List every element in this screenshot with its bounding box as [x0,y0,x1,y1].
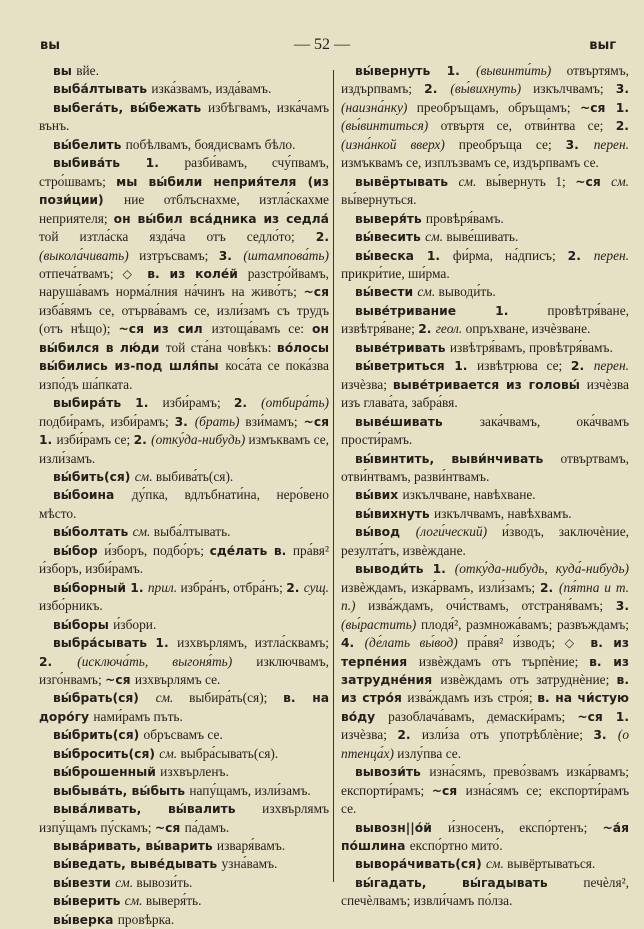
dictionary-entry [39,154,329,394]
headword: 4. [341,636,365,651]
headword: ~ся [154,820,185,835]
headword: вы́вих [355,488,403,503]
usage-note: геол. [435,321,466,337]
translation: вывози́ть. [136,874,193,890]
translation: подби́рамъ, изби́рамъ; [39,413,175,429]
headword: ~ся 1. [579,100,629,115]
translation: изби́рамъ се; [56,432,134,448]
headword: 2. [133,433,152,448]
translation: изба́вямъ се, отърва́вамъ се, изли́замъ съ трудъ (отъ нѣщо); [39,302,329,337]
dictionary-entry [341,450,629,487]
translation: извѐждамъ отъ затруднѐние; [440,671,617,687]
usage-note: см. [132,524,154,540]
dictionary-entry [39,486,329,523]
translation: и́збори. [113,616,157,632]
translation: провѣрка. [117,911,175,927]
headword: в. на чи́стую во́ду [341,691,629,724]
headword: выверя́ть [355,211,426,226]
dictionary-entry [39,745,329,763]
translation: отвъртвамъ, отви́нтвамъ, разви́нтвамъ. [341,450,629,484]
headword: он вы́бил вса́дника из седла́ [113,211,329,226]
usage-note: (отбира́ть) [261,395,330,411]
usage-note: (исключа́ть, выгоня́ть) [77,653,257,669]
dictionary-entry [341,486,629,504]
translation: изтръсвамъ; [139,247,219,263]
translation: прикри́тие, ши́рма. [341,265,450,281]
translation: изхвърленъ. [160,764,229,780]
translation: избѣгвамъ, изка́чамъ вънъ. [39,99,329,134]
dictionary-entry [39,634,329,689]
headword: 3. [593,728,618,743]
headword: в. на доро́гу [39,691,329,724]
headword: 2. [233,396,262,411]
headword: вы́брошенный [53,765,161,780]
translation: печѐля², спечѐлвамъ; извли́чамъ по́лза. [341,874,629,909]
dictionary-entry [39,837,329,855]
headword: ~ся 1. [577,709,629,724]
translation: избо́рникъ. [39,598,103,614]
headword: выве́тривать [355,340,450,355]
usage-note: (наизна́нку) [341,99,417,115]
translation: выве́шивать. [446,229,519,245]
translation: обръсвамъ се. [143,727,223,743]
usage-note: (изна́нкой вверх) [341,136,459,152]
usage-note: см. [417,284,439,300]
headword: вы́ведать, выве́дывать [53,857,222,872]
headword: мы вы́били неприя́теля (из пози́ции) [39,174,330,208]
usage-note: см. [155,690,190,706]
translation: извѐждамъ, изка́рвамъ, изли́замъ; [341,579,540,595]
headword: вы́веска 1. [355,248,453,263]
headword: вы́бить(ся) [53,469,135,484]
translation: выверя́ть. [145,893,202,909]
headword: вы́ветриться 1. [355,359,478,374]
headword: вы [53,64,77,78]
headword: вы́бор [53,543,105,558]
usage-note: см. [134,468,156,484]
headword: вы́винтить, выви́нчивать [355,451,561,466]
dictionary-entry [39,763,329,781]
dictionary-entry [39,911,329,929]
dictionary-entry [341,523,629,560]
usage-note: (вы́винтиться) [341,118,441,134]
headword: выве́тривается из головы́ [392,377,587,392]
column-divider [333,70,334,882]
dictionary-entry [341,62,629,173]
headword: выбива́ть 1. [53,156,185,171]
usage-note: (логи́ческий) [415,524,502,540]
headword: вы́болтать [53,525,133,540]
translation: ду́пка, вдлъбнати́на, неро́вено мѣсто. [39,487,329,521]
dictionary-entry [341,505,629,523]
translation: напу́щамъ, изли́замъ. [189,782,311,798]
headword: 2. [39,654,78,669]
translation: провѣтря́ване, извѣтря́ване; [341,302,629,337]
headword: выва́ривать, вы́варить [53,839,217,854]
translation: изчѐзва изъ глава́та, забра́вя. [341,376,629,411]
headword: выве́шивать [355,414,480,429]
translation: зака́чвамъ, ока́чвамъ прости́рамъ. [341,413,629,448]
headword: выбира́ть 1. [53,396,163,411]
headword: ~ся [105,672,135,687]
page-number: — 52 — [294,36,350,53]
usage-note: перен. [593,358,629,374]
headword: ◇ в. из терпе́ния [341,636,629,669]
headword: в. из затрудне́ния [341,654,629,687]
right-column [341,62,629,911]
dictionary-entry [341,357,629,412]
translation: отвъртямъ, издърпвамъ; [341,63,629,97]
translation: извѣтрюва се; [477,358,571,374]
dictionary-entry [341,874,629,911]
headword: 2. [315,230,329,245]
dictionary-entry [39,782,329,800]
translation: вывёртываться. [507,856,596,872]
headword: ~ся [303,285,329,300]
dictionary-entry [39,468,329,486]
headword: 2. [424,82,451,97]
headword: ~а́я по́шлина [341,820,629,854]
headword: выбега́ть, вы́бежать [53,100,209,115]
translation: и́зводъ, заключѐние, резулта́тъ, извѐждане. [341,524,629,558]
usage-note: (пя́тна и т. п.) [341,579,629,614]
translation: той ста́на човѣкъ: [165,339,277,355]
translation: преобръщамъ, обръщамъ; [416,99,580,115]
headword: в. из стро́я [341,672,629,706]
usage-note: см. [611,173,629,189]
translation: изключвамъ, изго́нвамъ; [39,653,329,687]
headword: 2. [539,580,559,595]
headword: вы́белить [53,137,126,152]
translation: извѣтря́вамъ, провѣтря́вамъ. [449,339,613,355]
usage-note: (вы́вихнуть) [450,81,534,97]
dictionary-entry [341,247,629,284]
headword: выве́тривание 1. [355,303,548,318]
translation: пра́вя² и́зборъ, изби́рамъ. [39,542,329,577]
dictionary-entry [39,99,329,136]
headword: ~ся [431,783,466,798]
headword: 2. [570,359,594,374]
headword: 3. [218,248,244,263]
dictionary-entry [341,819,629,856]
usage-note: см. [485,856,508,872]
usage-note: (штампова́ть) [243,247,329,263]
dictionary-entry [341,228,629,246]
translation: изваря́вамъ. [216,838,286,854]
headword: ~ся [575,174,612,189]
translation: и́зносенъ, експо́ртенъ; [447,819,603,835]
headword: вы́брить(ся) [53,728,144,743]
headword: вы́верить [53,894,125,909]
headword: вывози́ть [355,765,430,780]
dictionary-entry [341,210,629,228]
translation: измъквамъ се, изли́замъ. [39,432,329,466]
translation: изва́ждамъ, очи́ствамъ, отстраня́вамъ; [368,598,616,614]
dictionary-entry [39,62,329,80]
usage-note: сущ. [303,579,330,595]
dictionary-entry [341,173,629,210]
usage-note: см. [115,874,137,890]
usage-note: (отку́да-нибудь, куда́-нибудь) [454,561,629,577]
usage-note: перен. [593,136,629,152]
headword: 2. [567,248,594,263]
translation: отвъртя се, отви́нтва се; [440,118,616,134]
headword: вы́бросить(ся) [53,746,160,761]
translation: изхвърлямъ, изтла́сквамъ; [177,635,329,651]
usage-note: (вывинти́ть) [476,63,567,78]
headword: выба́лтывать [53,82,152,97]
usage-note: (вы́растить) [341,616,421,632]
translation: ние отблъснахме, изтла́скахме неприятеля; [39,192,329,226]
translation: взи́мамъ; [245,413,304,429]
translation: провѣря́вамъ. [425,210,504,226]
headword: вы́вести [355,285,418,300]
dictionary-entry [39,689,329,726]
dictionary-entry [39,892,329,910]
usage-note: (брать) [194,413,246,429]
translation: разстро́йвамъ, наруша́вамъ норма́лния на́чинъ на живо́тъ; [39,265,329,300]
headword: 2. [615,119,629,134]
dictionary-entry [341,763,629,818]
dictionary-entry [39,855,329,873]
headword: вы́борный 1. [53,580,148,595]
headword: выбыва́ть, вы́быть [53,783,190,798]
translation: плодя́², размножа́вамъ; развъждамъ; [420,616,629,632]
translation: нами́рамъ пъть. [93,708,183,724]
left-column [39,62,329,929]
headword: 3. [615,82,629,97]
dictionary-entry [341,302,629,339]
headword: выва́ливать, вы́валить [53,802,263,817]
translation: излу́пва се. [397,745,462,761]
dictionary-entry [39,542,329,579]
dictionary-entry [39,616,329,634]
headword: 2. [286,580,304,595]
running-head-right: выг [589,38,616,53]
headword: вы́верка [53,912,118,927]
translation: вйе. [76,63,99,78]
headword: вывозн||о́й [355,820,448,835]
translation: выбра́сывать(ся). [180,745,279,761]
translation: изкълчвамъ; [533,81,616,97]
usage-note: см. [124,893,146,909]
usage-note: см. [458,173,486,189]
dictionary-entry [39,394,329,468]
headword: выводи́ть 1. [355,562,455,577]
translation: опръхване, изчѐзване. [465,321,591,337]
translation: изли́за отъ употрѣблѐние; [421,727,594,743]
headword: вы́боры [53,617,114,632]
translation: изна́сямъ, прево́звамъ изка́рвамъ; експорти́рамъ; [341,764,629,798]
translation: и́зборъ, подбо́ръ; [104,542,210,558]
translation: извѐждамъ отъ търпѐние; [418,653,590,669]
headword: во́лосы вы́бились из-под шля́пы [39,340,329,374]
usage-note: (выкола́чивать) [39,247,140,263]
headword: сде́лать в. [209,543,293,558]
translation: разоблача́вамъ, демаски́рамъ; [388,708,578,724]
translation: изтоща́вамъ се: [211,321,313,337]
headword: ◇ в. из коле́й [122,266,248,281]
translation: побѣлвамъ, боядисвамъ бѣло. [125,136,296,152]
translation: изхвърлямъ се. [134,671,221,687]
headword: 2. [397,728,422,743]
usage-note: перен. [593,247,630,263]
usage-note: (де́лать вы́вод) [364,635,468,651]
headword: ~ся 1. [39,414,330,448]
headword: он вы́бился в лю́ди [39,322,329,355]
translation: изчѐзва; [341,376,393,392]
translation: избра́нъ, отбра́нъ; [180,579,287,595]
translation: изва́ждамъ изъ стро́я; [407,690,538,706]
dictionary-entry [39,136,329,154]
translation: експо́ртно мито́. [409,838,503,854]
translation: пра́вя² и́зводъ; [467,635,565,651]
dictionary-entry [341,339,629,357]
headword: выбра́сывать 1. [53,636,178,651]
translation: изчѐзва; [341,727,398,743]
translation: изби́рамъ; [162,395,234,411]
headword: ~ся из сил [118,322,212,337]
headword: вы́везти [53,875,116,890]
translation: отпеча́твамъ; [39,265,123,281]
headword: вывора́чивать(ся) [355,857,486,872]
running-head-left: вы [40,38,60,53]
translation: выбива́ть(ся). [155,468,234,484]
translation: выбира́ть(ся); [189,690,284,706]
translation: изна́сямъ се; експорти́рамъ се. [341,782,629,817]
translation: узна́вамъ. [221,856,278,872]
headword: 3. [615,599,629,614]
dictionary-entry [39,874,329,892]
headword: вы́брать(ся) [53,691,156,706]
translation: изка́звамъ, изда́вамъ. [151,81,272,97]
translation: преобръща се; [458,136,566,152]
translation: измъквамъ се, изплъзвамъ се, издърпвамъ се. [341,155,599,171]
translation: фи́рма, на́дписъ; [452,247,568,263]
headword: вы́гадать, вы́гадывать [355,875,584,890]
headword: 3. [565,137,594,152]
dictionary-entry [341,855,629,873]
usage-note: см. [425,229,447,245]
usage-note: см. [159,745,181,761]
usage-note: прил. [147,579,181,595]
headword: 2. [418,322,436,337]
dictionary-entry [39,800,329,837]
headword: вы́вернуть 1. [355,64,477,78]
usage-note: (отку́да-нибудь) [151,432,249,448]
dictionary-entry [39,80,329,98]
dictionary-entry [341,560,629,763]
translation: изкълчване, навѣхване. [402,487,536,503]
headword: вы́вихнуть [355,506,434,521]
dictionary-entry [39,579,329,616]
dictionary-entry [39,726,329,744]
dictionary-entry [341,283,629,301]
translation: вы́вернуть 1; [485,173,576,189]
headword: вы́вод [355,525,416,540]
translation: коса́та се пока́зва изпо́дъ ша́пката. [39,358,329,392]
headword: вы́весить [355,230,426,245]
translation: изхвърлямъ изпу́щамъ пу́скамъ; [39,801,329,835]
headword: вывёртывать [355,174,459,189]
headword: 3. [174,414,195,429]
translation: изкълчвамъ, навѣхвамъ. [433,505,572,521]
translation: па́дамъ. [184,819,230,835]
translation: разби́вамъ, счу́пвамъ, стро́швамъ; [39,155,329,189]
translation: той изтла́ска язда́ча отъ седло́то; [39,229,316,245]
dictionary-entry [341,413,629,450]
translation: вы́вернуться. [341,192,417,208]
translation: выводи́ть. [438,284,496,300]
usage-note: (о птенца́х) [341,727,630,761]
translation: выба́лтывать. [153,524,231,540]
headword: вы́боина [53,488,132,503]
dictionary-entry [39,523,329,541]
